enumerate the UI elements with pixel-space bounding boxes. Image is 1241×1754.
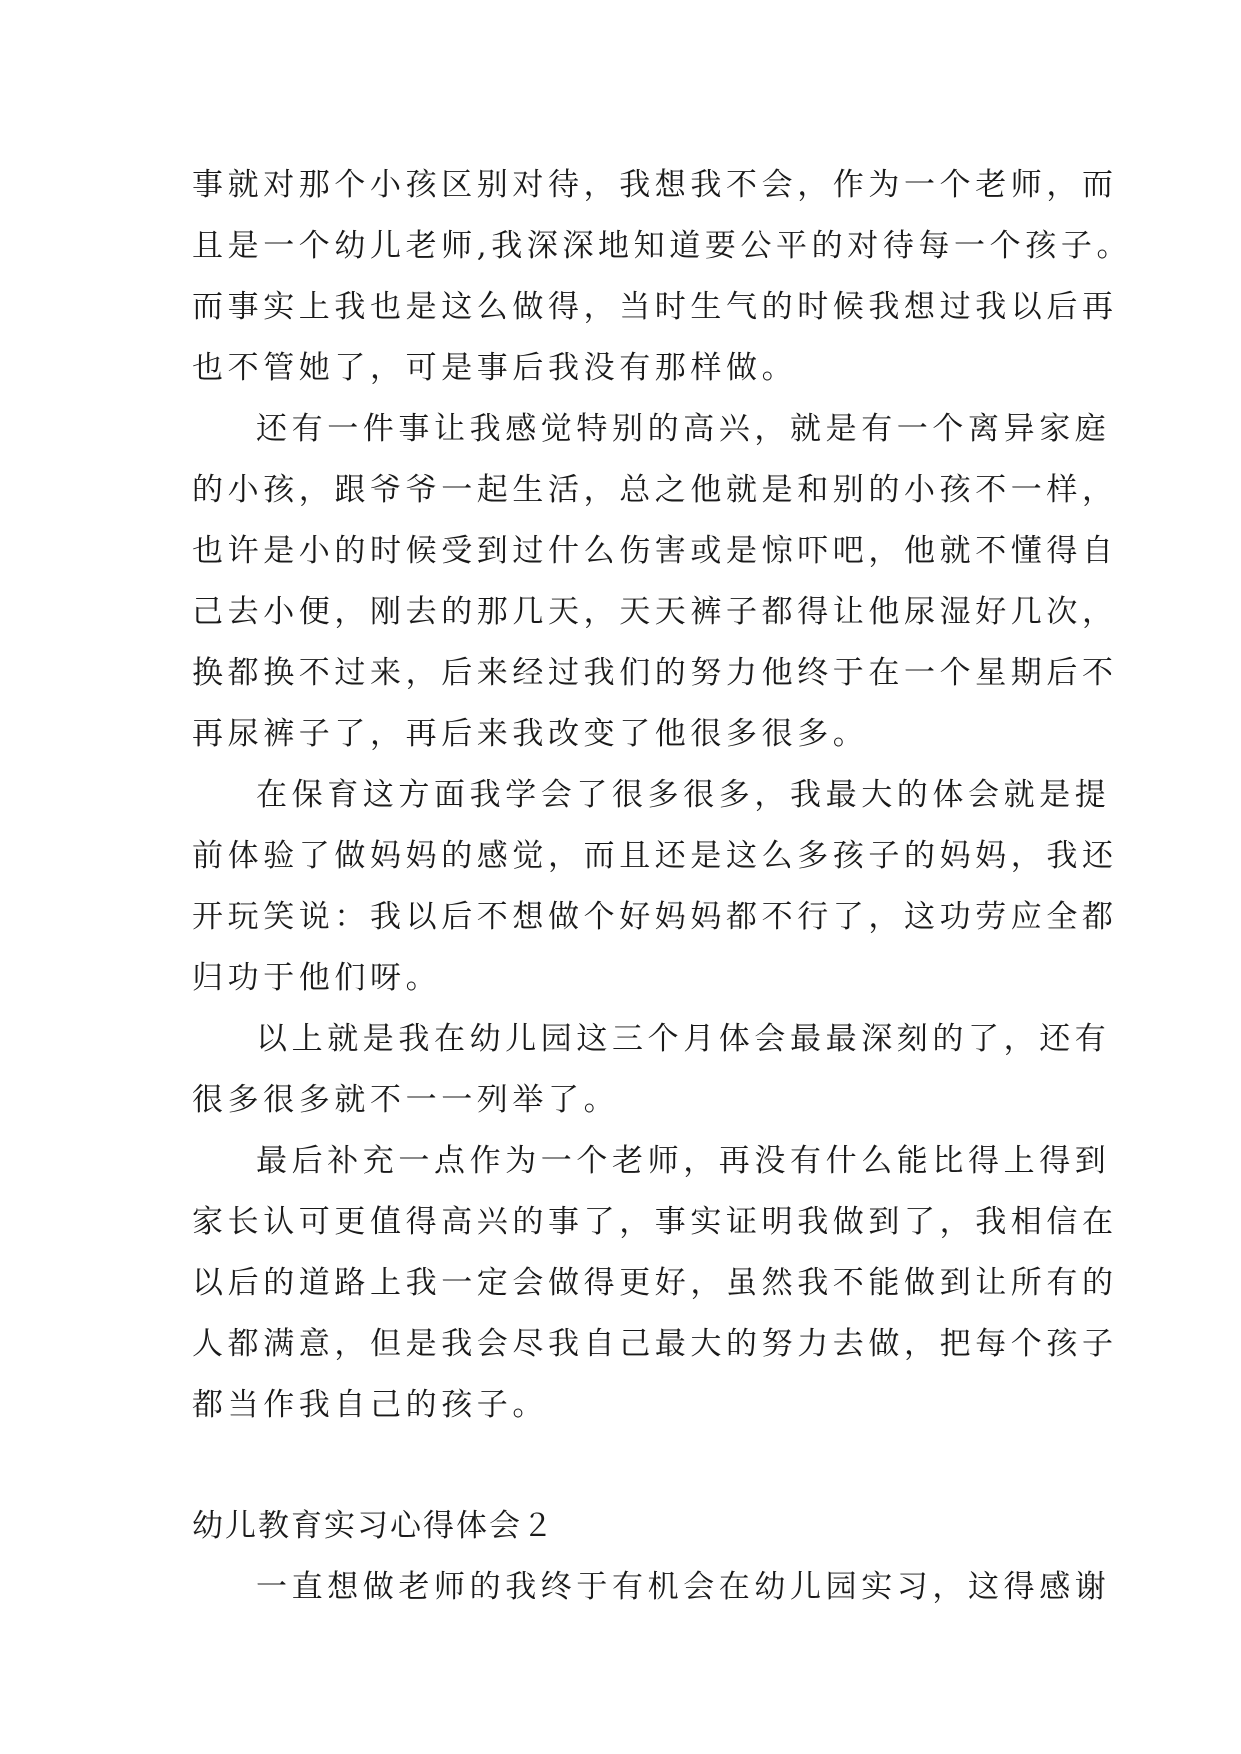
text-line: 而事实上我也是这么做得，当时生气的时候我想过我以后再: [192, 289, 1118, 325]
text-line: 家长认可更值得高兴的事了，事实证明我做到了，我相信在: [192, 1204, 1118, 1240]
paragraph-start-line: 以上就是我在幼儿园这三个月体会最最深刻的了，还有: [256, 1021, 1111, 1057]
paragraph-start-line: 一直想做老师的我终于有机会在幼儿园实习，这得感谢: [256, 1569, 1111, 1605]
paragraph-start-line: 在保育这方面我学会了很多很多，我最大的体会就是提: [256, 777, 1111, 813]
section-heading: 幼儿教育实习心得体会２: [192, 1508, 555, 1544]
text-line: 的小孩，跟爷爷一起生活，总之他就是和别的小孩不一样，: [192, 472, 1118, 508]
paragraph-start-line: 最后补充一点作为一个老师，再没有什么能比得上得到: [256, 1143, 1111, 1179]
text-line: 也许是小的时候受到过什么伤害或是惊吓吧，他就不懂得自: [192, 533, 1118, 569]
text-line: 换都换不过来，后来经过我们的努力他终于在一个星期后不: [192, 655, 1118, 691]
text-line: 己去小便，刚去的那几天，天天裤子都得让他尿湿好几次，: [192, 594, 1118, 630]
text-line: 归功于他们呀。: [192, 960, 442, 996]
text-line: 人都满意，但是我会尽我自己最大的努力去做，把每个孩子: [192, 1326, 1118, 1362]
paragraph-start-line: 还有一件事让我感觉特别的高兴，就是有一个离异家庭: [256, 411, 1111, 447]
text-line: 以后的道路上我一定会做得更好，虽然我不能做到让所有的: [192, 1265, 1118, 1301]
text-line: 且是一个幼儿老师,我深深地知道要公平的对待每一个孩子。: [192, 228, 1133, 264]
text-line: 前体验了做妈妈的感觉，而且还是这么多孩子的妈妈，我还: [192, 838, 1118, 874]
text-line: 再尿裤子了，再后来我改变了他很多很多。: [192, 716, 869, 752]
text-line: 都当作我自己的孩子。: [192, 1387, 548, 1423]
text-line: 事就对那个小孩区别对待，我想我不会，作为一个老师，而: [192, 167, 1118, 203]
text-line: 开玩笑说：我以后不想做个好妈妈都不行了，这功劳应全都: [192, 899, 1118, 935]
text-line: 很多很多就不一一列举了。: [192, 1082, 620, 1118]
text-line: 也不管她了，可是事后我没有那样做。: [192, 350, 798, 386]
